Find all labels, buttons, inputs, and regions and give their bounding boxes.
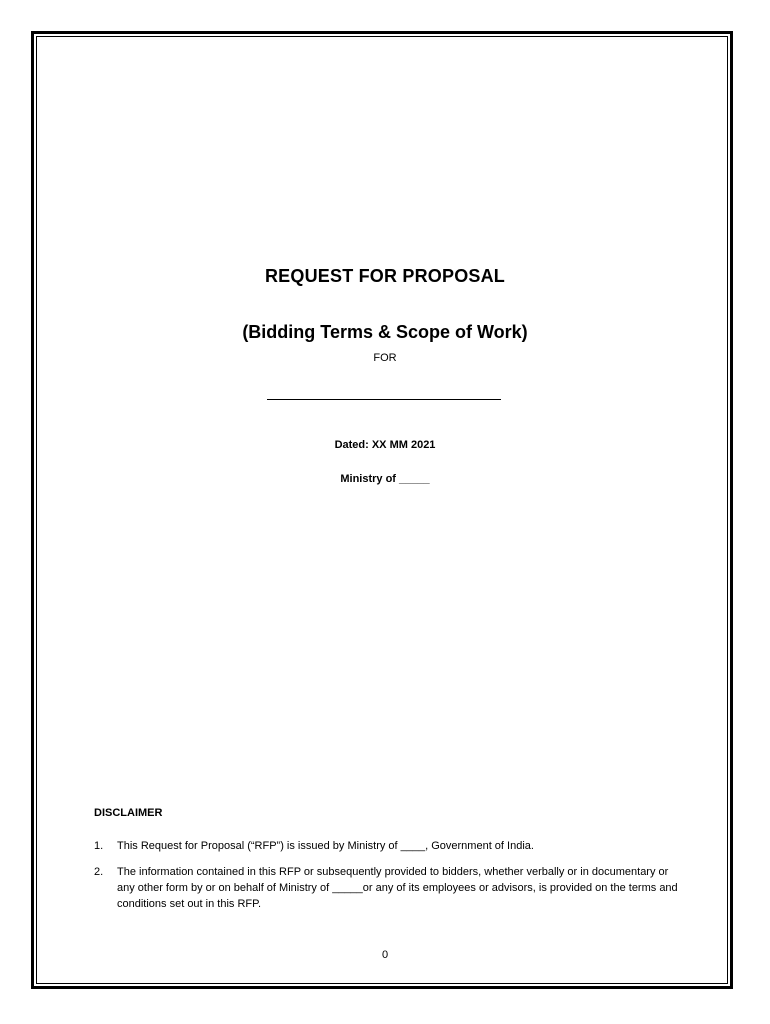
document-title: REQUEST FOR PROPOSAL — [264, 266, 506, 286]
blank-project-line — [267, 399, 501, 400]
item-number: 1. — [94, 840, 104, 852]
page-number: 0 — [381, 949, 389, 961]
disclaimer-list — [94, 838, 684, 922]
for-label: FOR — [373, 352, 397, 364]
disclaimer-item — [94, 864, 684, 912]
date-line: Dated: XX MM 2021 — [334, 439, 436, 451]
item-text: The information contained in this RFP or subsequently provided to bidders, whether verbally or in documentary or any other form by or on behalf of Ministry of _____or any of its employees or advisors, is provided on the terms and conditions set out in this RFP. — [117, 866, 678, 910]
item-number: 2. — [94, 866, 104, 878]
document-subtitle: (Bidding Terms & Scope of Work) — [242, 322, 528, 342]
item-text: This Request for Proposal (“RFP”) is issued by Ministry of ____, Government of India. — [117, 840, 534, 852]
disclaimer-heading: DISCLAIMER — [94, 807, 163, 819]
ministry-line: Ministry of _____ — [340, 473, 430, 485]
disclaimer-item — [94, 838, 684, 854]
